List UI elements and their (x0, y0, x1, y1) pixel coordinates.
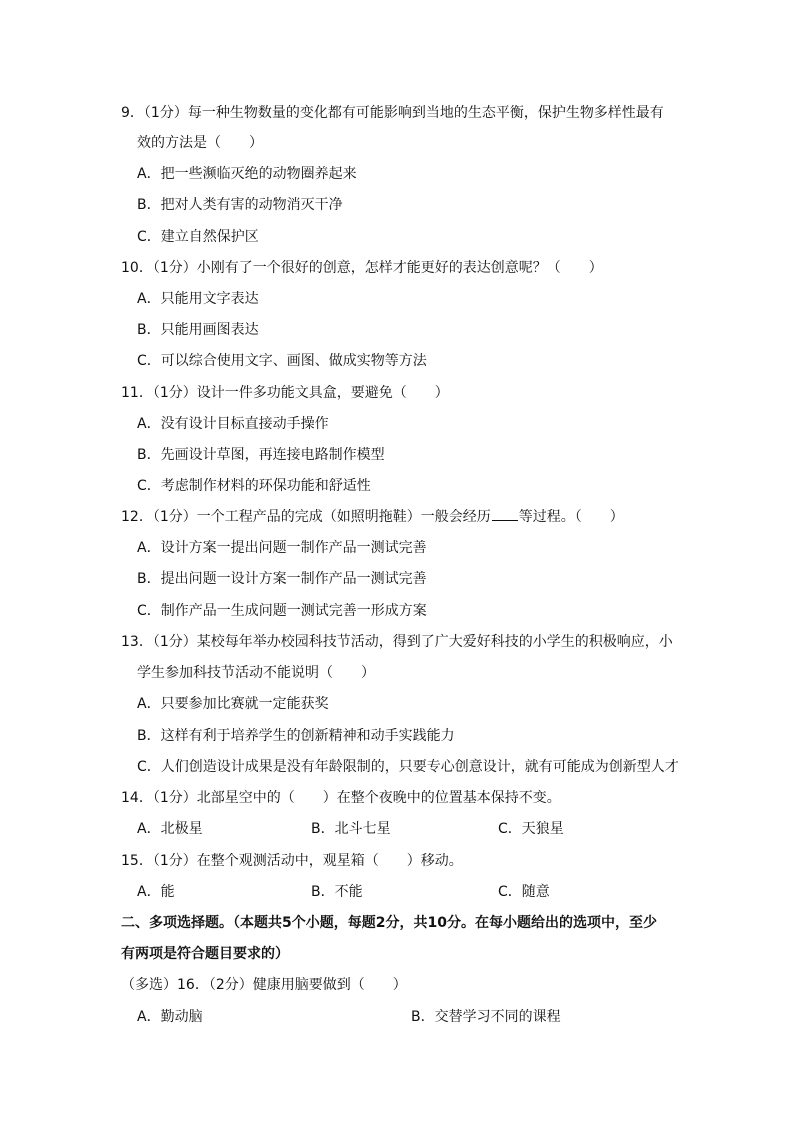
q12-stem-pre: 12．（1分）一个工程产品的完成（如照明拖鞋）一般会经历 (121, 509, 491, 525)
q13-option-a: A．只要参加比赛就一定能获奖 (137, 696, 329, 712)
q9-stem-line2: 效的方法是（ ） (137, 135, 263, 151)
q16-option-a: A．勤动脑 (137, 1009, 203, 1025)
q9-option-a: A．把一些濒临灭绝的动物圈养起来 (137, 166, 357, 182)
section2-heading-line1: 二、多项选择题。（本题共5个小题，每题2分，共10分。在每小题给出的选项中，至少 (121, 915, 657, 931)
q9-stem-line1: 9．（1分）每一种生物数量的变化都有可能影响到当地的生态平衡，保护生物多样性最有 (121, 105, 664, 121)
q13-option-b: B．这样有利于培养学生的创新精神和动手实践能力 (137, 728, 455, 744)
q13-stem-line2: 学生参加科技节活动不能说明（ ） (137, 665, 375, 681)
q15-option-c: C．随意 (498, 884, 550, 900)
q12-option-c: C．制作产品一生成问题一测试完善一形成方案 (137, 603, 427, 619)
q9-option-b: B．把对人类有害的动物消灭干净 (137, 197, 343, 213)
q12-option-a: A．设计方案一提出问题一制作产品一测试完善 (137, 540, 427, 556)
section2-heading-line2: 有两项是符合题目要求的） (121, 946, 289, 962)
q14-option-a: A．北极星 (137, 821, 203, 837)
q16-option-b: B．交替学习不同的课程 (411, 1009, 561, 1025)
q11-option-c: C．考虑制作材料的环保功能和舒适性 (137, 478, 371, 494)
q16-stem-line1: （多选）16．（2分）健康用脑要做到（ ） (121, 977, 407, 993)
q14-option-b: B．北斗七星 (311, 821, 391, 837)
q12-fill-blank (492, 507, 518, 521)
q10-option-a: A．只能用文字表达 (137, 291, 259, 307)
q10-stem-line1: 10．（1分）小刚有了一个很好的创意，怎样才能更好的表达创意呢？（ ） (121, 260, 603, 276)
q15-option-b: B．不能 (311, 884, 363, 900)
q11-stem-line1: 11．（1分）设计一件多功能文具盒，要避免（ ） (121, 385, 449, 401)
q9-option-c: C．建立自然保护区 (137, 229, 259, 245)
q12-option-b: B．提出问题一设计方案一制作产品一测试完善 (137, 571, 427, 587)
q13-option-c: C．人们创造设计成果是没有年龄限制的，只要专心创意设计，就有可能成为创新型人才 (137, 759, 679, 775)
q12-stem-line1 (121, 507, 624, 527)
q15-option-a: A．能 (137, 884, 175, 900)
q13-stem-line1: 13．（1分）某校每年举办校园科技节活动，得到了广大爱好科技的小学生的积极响应，小 (121, 634, 673, 650)
q15-stem-line1: 15．（1分）在整个观测活动中，观星箱（ ）移动。 (121, 853, 463, 869)
q10-option-c: C．可以综合使用文字、画图、做成实物等方法 (137, 353, 427, 369)
q10-option-b: B．只能用画图表达 (137, 322, 259, 338)
q14-option-c: C．天狼星 (498, 821, 564, 837)
q11-option-b: B．先画设计草图，再连接电路制作模型 (137, 447, 385, 463)
q14-stem-line1: 14．（1分）北部星空中的（ ）在整个夜晚中的位置基本保持不变。 (121, 790, 561, 806)
q12-stem-post: 等过程。（ ） (518, 509, 624, 525)
q11-option-a: A．没有设计目标直接动手操作 (137, 416, 329, 432)
